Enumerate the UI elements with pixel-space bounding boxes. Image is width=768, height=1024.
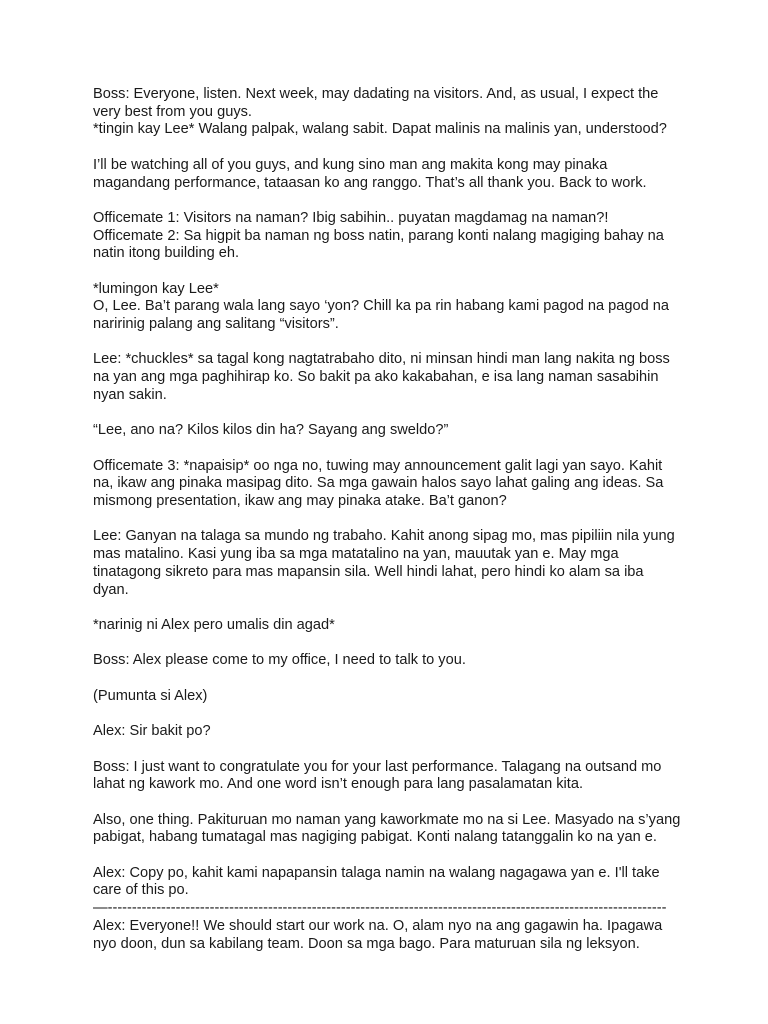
- paragraph: [93, 422, 683, 440]
- paragraph-line: O, Lee. Ba’t parang wala lang sayo ‘yon? Chill ka pa rin habang kami pagod na pagod na naririnig palang ang salitang “visitors”.: [93, 298, 670, 333]
- paragraph-line: Alex: Sir bakit po?: [93, 723, 211, 740]
- paragraph-line: Officemate 1: Visitors na naman? Ibig sabihin.. puyatan magdamag na naman?!: [93, 209, 609, 226]
- paragraph: [93, 688, 683, 706]
- paragraph: [93, 652, 683, 670]
- paragraph: [93, 210, 683, 263]
- paragraph: [93, 86, 683, 139]
- paragraph-line: Officemate 2: Sa higpit ba naman ng boss natin, parang konti nalang magiging bahay na natin itong building eh.: [93, 227, 664, 262]
- paragraph: [93, 458, 683, 511]
- paragraph: [93, 157, 683, 192]
- paragraph-line: I’ll be watching all of you guys, and kung sino man ang makita kong may pinaka magandang performance, tataasan ko ang ranggo. That’s all thank you. Back to work.: [93, 156, 647, 191]
- document-page: [93, 86, 683, 953]
- paragraph-line: Officemate 3: *napaisip* oo nga no, tuwing may announcement galit lagi yan sayo. Kahit na, ikaw ang pinaka masipag dito. Sa mga gawain halos sayo lahat galing ang ideas. Sa mismong presentation, ikaw ang may pinaka atake. Ba’t ganon?: [93, 457, 664, 510]
- paragraph-line: *tingin kay Lee* Walang palpak, walang sabit. Dapat malinis na malinis yan, understood?: [93, 121, 667, 138]
- document-body: [93, 86, 683, 847]
- paragraph-line: Boss: I just want to congratulate you for your last performance. Talagang na outsand mo lahat ng kawork mo. And one word isn’t enough para lang pasalamatan kita.: [93, 758, 662, 793]
- paragraph-line: Lee: Ganyan na talaga sa mundo ng trabaho. Kahit anong sipag mo, mas pipiliin nila yung mas matalino. Kasi yung iba sa mga matatalino na yan, mauutak yan e. May mga tinatagong sikreto para mas mapansin sila. Well hindi lahat, pero hindi ko alam sa iba dyan.: [93, 528, 675, 598]
- paragraph-line: Lee: *chuckles* sa tagal kong nagtatrabaho dito, ni minsan hindi man lang nakita ng boss na yan ang mga paghihirap ko. So bakit pa ako kakabahan, e isa lang naman sasabihin nyan sakin.: [93, 351, 670, 403]
- paragraph: [93, 281, 683, 334]
- section-divider: —-------------------------------------------------------------------------------------------------------------------: [93, 900, 667, 917]
- paragraph-line: Also, one thing. Pakituruan mo naman yang kaworkmate mo na si Lee. Masyado na s’yang pabigat, habang tumatagal mas nagiging pabigat. Konti nalang tatanggalin ko na yan e.: [93, 811, 681, 846]
- paragraph-line: Boss: Alex please come to my office, I need to talk to you.: [93, 652, 466, 669]
- paragraph: [93, 723, 683, 741]
- paragraph: [93, 351, 683, 404]
- final-paragraph: Alex: Everyone!! We should start our work na. O, alam nyo na ang gagawin ha. Ipagawa nyo doon, dun sa kabilang team. Doon sa mga bago. Para maturuan sila ng leksyon.: [93, 917, 663, 952]
- paragraph-line: (Pumunta si Alex): [93, 687, 208, 704]
- paragraph: [93, 812, 683, 847]
- paragraph: [93, 759, 683, 794]
- paragraph-line: *lumingon kay Lee*: [93, 280, 219, 297]
- paragraph-line: Boss: Everyone, listen. Next week, may dadating na visitors. And, as usual, I expect the very best from you guys.: [93, 86, 659, 120]
- paragraph-line: *narinig ni Alex pero umalis din agad*: [93, 616, 335, 633]
- paragraph: [93, 617, 683, 635]
- paragraph-line: “Lee, ano na? Kilos kilos din ha? Sayang ang sweldo?”: [93, 422, 449, 439]
- closing-paragraph: Alex: Copy po, kahit kami napapansin talaga namin na walang nagagawa yan e. I'll take care of this po.: [93, 864, 660, 899]
- paragraph: [93, 528, 683, 599]
